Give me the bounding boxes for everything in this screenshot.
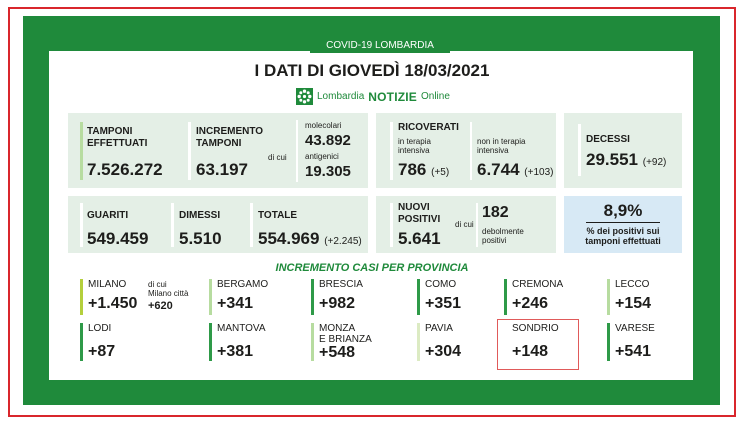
province-bar (607, 279, 610, 315)
incremento-bar (188, 122, 191, 180)
dimessi-bar (171, 203, 174, 247)
province-monza-brianza (311, 323, 411, 363)
province-bar (311, 323, 314, 361)
totale-value-line (258, 229, 362, 249)
nuovi-divider (476, 203, 478, 247)
province-bar (504, 279, 507, 315)
ti-value-line (398, 160, 449, 180)
nuovi-label-2: POSITIVI (398, 214, 441, 225)
nuovi-value: 5.641 (398, 229, 441, 248)
brand-notizie: NOTIZIE (368, 89, 417, 104)
percent-label-1: % dei positivi sui (586, 226, 660, 236)
page-title: I DATI DI GIOVEDÌ 18/03/2021 (254, 61, 490, 80)
province-value: +341 (217, 295, 254, 312)
antigenici-value: 19.305 (305, 163, 351, 180)
totale-delta: (+2.245) (324, 236, 362, 247)
tamponi-label-2: EFFETTUATI (87, 138, 148, 149)
province-value: +154 (615, 295, 652, 312)
province-name: BERGAMO (217, 279, 269, 290)
guariti-bar (80, 203, 83, 247)
percent-value: 8,9% (603, 201, 643, 220)
province-name: MILANO (88, 279, 127, 290)
province-sondrio (504, 323, 584, 363)
tamponi-bar (80, 122, 83, 180)
province-value: +541 (615, 343, 652, 360)
ricoverati-divider (470, 122, 472, 180)
percent-underline (586, 222, 660, 223)
decessi-value: 29.551 (586, 150, 638, 169)
milano-citta-value: +620 (148, 300, 173, 312)
antigenici-label: antigenici (305, 152, 339, 161)
province-bar (417, 279, 420, 315)
province-bar (209, 323, 212, 361)
incremento-dicui: di cui (268, 153, 287, 162)
province-name-2: E BRIANZA (319, 334, 372, 345)
province-name: BRESCIA (319, 279, 363, 290)
decessi-value-line (586, 150, 666, 170)
decessi-bar (578, 124, 581, 176)
province-name: COMO (425, 279, 457, 290)
ricoverati-bar (390, 122, 393, 180)
decessi-delta: (+92) (642, 157, 667, 168)
province-value: +87 (88, 343, 116, 360)
province-como (417, 279, 497, 317)
nuovi-label-1: NUOVI (398, 202, 430, 213)
province-lecco (607, 279, 687, 317)
incremento-divider (296, 120, 298, 182)
debolmente-label-2: positivi (482, 236, 507, 245)
nti-delta: (+103) (524, 167, 554, 178)
province-value: +982 (319, 295, 356, 312)
province-mantova (209, 323, 299, 363)
nti-label-1: non in terapia (477, 137, 526, 146)
ti-label-1: in terapia (398, 137, 431, 146)
lombardia-cross-icon (296, 88, 313, 105)
ti-delta: (+5) (431, 167, 450, 178)
province-name: MANTOVA (217, 323, 266, 334)
milano-citta-label: Milano città (148, 289, 189, 298)
dimessi-label: DIMESSI (179, 210, 221, 221)
province-value: +548 (319, 344, 356, 361)
province-name: VARESE (615, 323, 655, 334)
dimessi-value: 5.510 (179, 229, 222, 248)
percent-label-2: tamponi effettuati (585, 236, 661, 246)
ti-label-2: intensiva (398, 146, 430, 155)
province-bar (80, 279, 83, 315)
totale-label: TOTALE (258, 210, 298, 221)
nti-value-line (477, 160, 553, 180)
totale-bar (250, 203, 253, 247)
province-name: LODI (88, 323, 112, 334)
brand-name: Lombardia (317, 91, 365, 102)
province-name: PAVIA (425, 323, 453, 334)
province-bar (607, 323, 610, 361)
province-name-1: MONZA (319, 323, 356, 334)
brand-online: Online (421, 91, 450, 102)
nti-value: 6.744 (477, 160, 520, 179)
incremento-label-1: INCREMENTO (196, 126, 264, 137)
decessi-label: DECESSI (586, 134, 630, 145)
molecolari-value: 43.892 (305, 132, 351, 149)
province-varese (607, 323, 687, 363)
province-name: LECCO (615, 279, 650, 290)
province-value: +381 (217, 343, 254, 360)
province-bergamo (209, 279, 299, 317)
province-bar (311, 279, 314, 315)
section-title: INCREMENTO CASI PER PROVINCIA (275, 262, 469, 274)
molecolari-label: molecolari (305, 121, 342, 130)
nuovi-bar (390, 203, 393, 247)
milano-dicui: di cui (148, 280, 167, 289)
province-value: +1.450 (88, 295, 138, 312)
province-milano (80, 279, 200, 317)
province-value: +246 (512, 295, 549, 312)
ricoverati-label: RICOVERATI (398, 122, 459, 133)
province-name: SONDRIO (512, 323, 559, 334)
nti-label-2: intensiva (477, 146, 509, 155)
province-value: +351 (425, 295, 462, 312)
guariti-value: 549.459 (87, 229, 149, 248)
incremento-label-2: TAMPONI (196, 138, 242, 149)
province-brescia (311, 279, 401, 317)
province-value: +304 (425, 343, 462, 360)
header-tag: COVID-19 LOMBARDIA (310, 38, 450, 53)
province-cremona (504, 279, 594, 317)
brand-logo-line (296, 88, 450, 105)
debolmente-value: 182 (482, 204, 509, 221)
province-value: +148 (512, 343, 549, 360)
tamponi-label-1: TAMPONI (87, 126, 133, 137)
nuovi-dicui: di cui (455, 220, 474, 229)
guariti-label: GUARITI (87, 210, 129, 221)
tamponi-value: 7.526.272 (87, 160, 163, 179)
province-bar (417, 323, 420, 361)
province-pavia (417, 323, 497, 363)
province-bar (209, 279, 212, 315)
totale-value: 554.969 (258, 229, 320, 248)
debolmente-label-1: debolmente (482, 227, 524, 236)
province-lodi (80, 323, 170, 363)
province-bar (80, 323, 83, 361)
province-name: CREMONA (512, 279, 564, 290)
incremento-value: 63.197 (196, 160, 248, 179)
ti-value: 786 (398, 160, 427, 179)
